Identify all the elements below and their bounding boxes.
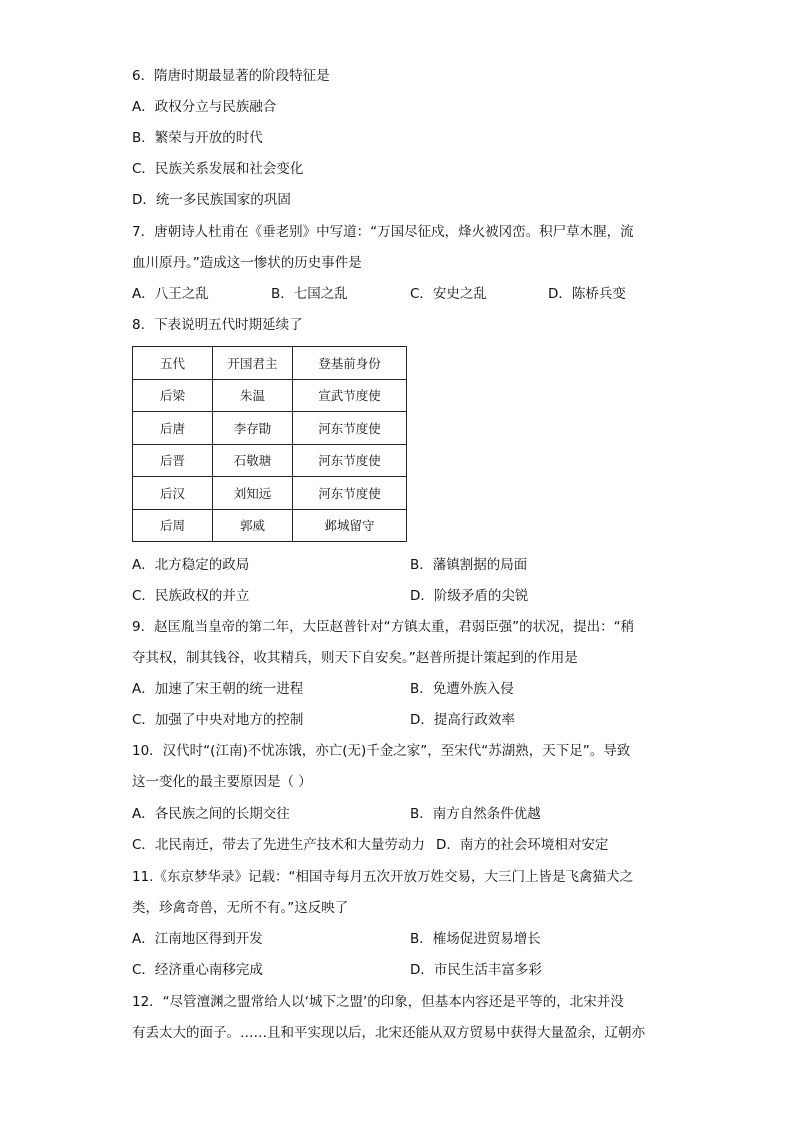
q11-option-c[interactable]: C．经济重心南移完成 [132,962,263,978]
table-cell: 刘知远 [213,477,293,510]
q12-stem-line2: 有丢太大的面子。……且和平实现以后，北宋还能从双方贸易中获得大量盈余，辽朝亦 [132,1025,645,1041]
q11-option-b[interactable]: B．榷场促进贸易增长 [410,931,541,947]
q11-option-d[interactable]: D．市民生活丰富多彩 [410,962,542,978]
q7-option-b[interactable]: B．七国之乱 [271,286,348,302]
q8-option-c[interactable]: C．民族政权的并立 [132,588,250,604]
table-row [133,412,407,445]
q9-option-c[interactable]: C．加强了中央对地方的控制 [132,712,304,728]
table-row [133,477,407,510]
table-header: 开国君主 [213,347,293,380]
q8-stem: 8．下表说明五代时期延续了 [132,317,303,333]
table-cell: 河东节度使 [293,412,407,445]
table-cell: 宣武节度使 [293,379,407,412]
q11-option-a[interactable]: A．江南地区得到开发 [132,931,263,947]
q6-option-a[interactable]: A．政权分立与民族融合 [132,99,277,115]
table-cell: 后晋 [133,444,213,477]
q9-option-a[interactable]: A．加速了宋王朝的统一进程 [132,681,304,697]
table-header: 登基前身份 [293,347,407,380]
q8-option-a[interactable]: A．北方稳定的政局 [132,557,250,573]
q9-option-b[interactable]: B．免遭外族入侵 [410,681,514,697]
table-row [133,379,407,412]
table-header: 五代 [133,347,213,380]
q9-stem-line1: 9．赵匡胤当皇帝的第二年，大臣赵普针对“方镇太重，君弱臣强”的状况，提出：“稍 [132,619,635,635]
table-cell: 后梁 [133,379,213,412]
q10-option-a[interactable]: A．各民族之间的长期交往 [132,806,290,822]
q6-option-b[interactable]: B．繁荣与开放的时代 [132,130,263,146]
q7-option-c[interactable]: C．安史之乱 [410,286,487,302]
q7-stem-line2: 血川原丹。”造成这一惨状的历史事件是 [132,255,362,271]
table-header-row [133,347,407,380]
table-cell: 河东节度使 [293,444,407,477]
table-cell: 后唐 [133,412,213,445]
q10-stem-line2: 这一变化的最主要原因是（ ） [132,774,312,790]
table-cell: 郭威 [213,509,293,542]
q10-stem-line1: 10．汉代时“(江南)不忧冻饿，亦亡(无)千金之家”，至宋代“苏湖熟，天下足”。导致 [132,743,631,759]
q12-stem-line1: 12．“尽管澶渊之盟常给人以‘城下之盟’的印象，但基本内容还是平等的，北宋并没 [132,994,624,1010]
table-cell: 河东节度使 [293,477,407,510]
table-cell: 后汉 [133,477,213,510]
q10-option-d[interactable]: D．南方的社会环境相对安定 [436,837,609,853]
table-cell: 朱温 [213,379,293,412]
table-cell: 后周 [133,509,213,542]
q6-option-c[interactable]: C．民族关系发展和社会变化 [132,161,304,177]
q8-option-b[interactable]: B．藩镇割据的局面 [410,557,528,573]
table-cell: 石敬瑭 [213,444,293,477]
q6-option-d[interactable]: D．统一多民族国家的巩固 [132,192,291,208]
q10-option-c[interactable]: C．北民南迁，带去了先进生产技术和大量劳动力 [132,837,425,853]
q7-stem-line1: 7．唐朝诗人杜甫在《垂老别》中写道：“万国尽征戍，烽火被冈峦。积尸草木腥，流 [132,224,634,240]
table-cell: 邺城留守 [293,509,407,542]
table-row [133,444,407,477]
q10-option-b[interactable]: B．南方自然条件优越 [410,806,541,822]
q6-stem: 6．隋唐时期最显著的阶段特征是 [132,68,330,84]
q9-option-d[interactable]: D．提高行政效率 [410,712,515,728]
q7-option-d[interactable]: D．陈桥兵变 [548,286,626,302]
table-cell: 李存勖 [213,412,293,445]
q7-option-a[interactable]: A．八王之乱 [132,286,209,302]
q11-stem-line2: 类，珍禽奇兽，无所不有。”这反映了 [132,900,349,916]
q9-stem-line2: 夺其权，制其钱谷，收其精兵，则天下自安矣。”赵普所提计策起到的作用是 [132,650,578,666]
q8-option-d[interactable]: D．阶级矛盾的尖锐 [410,588,529,604]
five-dynasties-table [132,346,407,542]
q11-stem-line1: 11.《东京梦华录》记载：“相国寺每月五次开放万姓交易，大三门上皆是飞禽猫犬之 [132,869,633,885]
table-row [133,509,407,542]
